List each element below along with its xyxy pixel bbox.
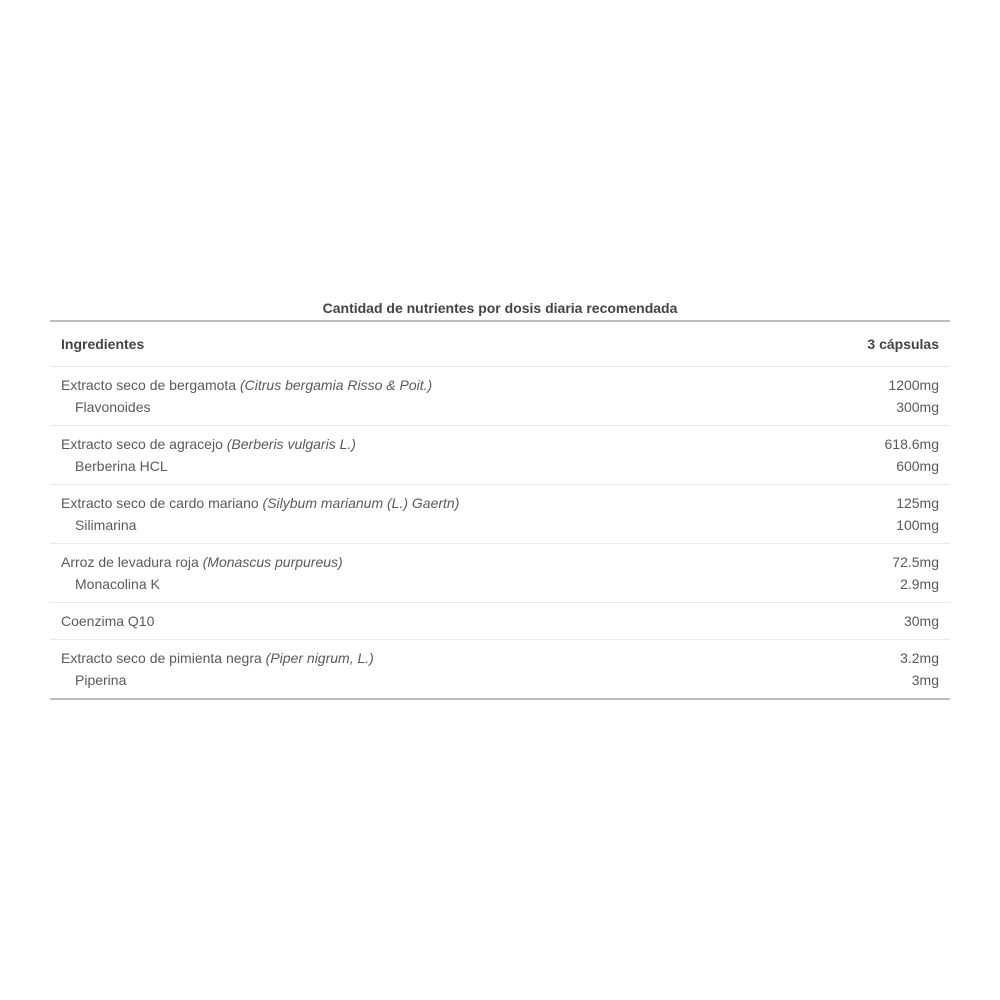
ingredient-amount: 3.2mg [900, 650, 939, 666]
sub-ingredient-name: Piperina [75, 672, 127, 688]
ingredient-name: Extracto seco de pimienta negra (Piper nigrum, L.) [61, 650, 374, 666]
ingredient-group-barberry [50, 426, 950, 485]
sub-ingredient-name: Berberina HCL [75, 458, 168, 474]
ingredient-name: Extracto seco de bergamota (Citrus bergamia Risso & Poit.) [61, 377, 433, 393]
ingredient-group-milk-thistle [50, 485, 950, 544]
sub-ingredient-row [61, 514, 939, 536]
sub-ingredient-row [61, 669, 939, 691]
ingredient-amount: 1200mg [888, 377, 939, 393]
sub-ingredient-amount: 2.9mg [900, 576, 939, 592]
ingredients-header: Ingredientes [61, 336, 145, 352]
ingredient-row [61, 433, 939, 455]
nutrient-table [50, 296, 950, 700]
ingredient-latin-name: (Monascus purpureus) [202, 554, 343, 570]
ingredient-row [61, 492, 939, 514]
sub-ingredient-row [61, 396, 939, 418]
sub-ingredient-amount: 3mg [911, 672, 939, 688]
ingredient-amount: 30mg [903, 613, 939, 629]
table-header-row [50, 322, 950, 367]
ingredient-name: Extracto seco de agracejo (Berberis vulgaris L.) [61, 436, 356, 452]
ingredient-row [61, 551, 939, 573]
ingredient-group-bergamot [50, 367, 950, 426]
ingredient-latin-name: (Berberis vulgaris L.) [226, 436, 356, 452]
ingredient-group-coq10 [50, 603, 950, 640]
sub-ingredient-name: Silimarina [75, 517, 137, 533]
sub-ingredient-amount: 100mg [896, 517, 939, 533]
ingredient-name: Coenzima Q10 [61, 613, 155, 629]
ingredient-group-red-yeast-rice [50, 544, 950, 603]
dose-header: 3 cápsulas [867, 336, 939, 352]
table-caption: Cantidad de nutrientes por dosis diaria recomendada [322, 300, 678, 316]
ingredient-name: Extracto seco de cardo mariano (Silybum marianum (L.) Gaertn) [61, 495, 460, 511]
ingredient-latin-name: (Piper nigrum, L.) [265, 650, 374, 666]
sub-ingredient-amount: 600mg [896, 458, 939, 474]
ingredient-amount: 72.5mg [892, 554, 939, 570]
ingredient-latin-name: (Silybum marianum (L.) Gaertn) [262, 495, 460, 511]
ingredient-latin-name: (Citrus bergamia Risso & Poit.) [240, 377, 433, 393]
ingredient-amount: 125mg [896, 495, 939, 511]
ingredient-group-black-pepper [50, 640, 950, 700]
ingredient-row [61, 374, 939, 396]
ingredient-row [61, 610, 939, 632]
ingredient-name: Arroz de levadura roja (Monascus purpureus) [61, 554, 343, 570]
ingredient-amount: 618.6mg [884, 436, 939, 452]
sub-ingredient-row [61, 573, 939, 595]
ingredient-row [61, 647, 939, 669]
sub-ingredient-name: Flavonoides [75, 399, 151, 415]
sub-ingredient-amount: 300mg [896, 399, 939, 415]
sub-ingredient-name: Monacolina K [75, 576, 160, 592]
sub-ingredient-row [61, 455, 939, 477]
